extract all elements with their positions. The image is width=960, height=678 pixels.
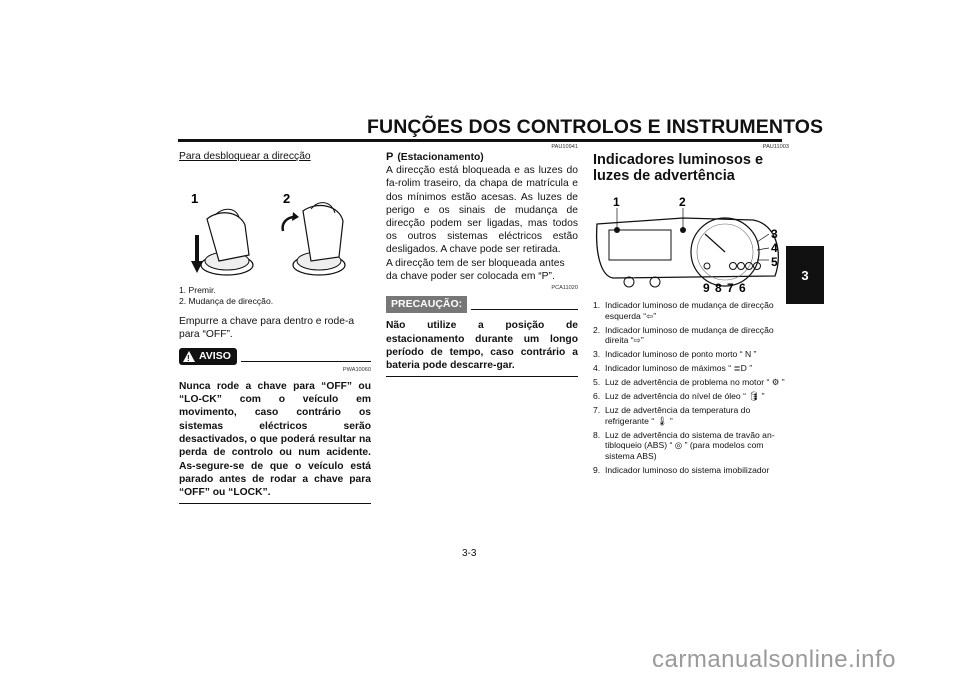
caution-end-rule (386, 376, 578, 377)
warning-header (179, 348, 371, 365)
warning-end-rule (179, 503, 371, 504)
legend-item: 7. Luz de advertência da temperatura do refrigerante “ 🌡 ” (593, 405, 751, 426)
warning-label: AVISO (199, 349, 231, 362)
legend-item: 9. Indicador luminoso do sistema imobilizador (593, 464, 770, 475)
legend-item: 1. Indicador luminoso de mudança de direcção esquerda “⇦” (593, 300, 774, 321)
legend-item: 2. Indicador luminoso de mudança de direcção direita “⇨” (593, 324, 774, 345)
parking-body-2: A direcção tem de ser bloqueada antes da chave poder ser colocada em “P”. (386, 257, 565, 282)
key-drawing (179, 169, 369, 281)
caution-header (386, 296, 578, 313)
key-illustration (179, 169, 369, 279)
page-number: 3-3 (462, 548, 477, 559)
section-heading-unlock: Para desbloquear a direcção (179, 151, 311, 162)
gauge-label-6: 6 (739, 281, 746, 294)
legend-item: 3. Indicador luminoso de ponto morto “ N ” (593, 349, 757, 359)
caution-rule (471, 309, 578, 310)
legend-item: 8. Luz de advertência do sistema de travão an-tibloqueio (ABS) “ ◎ ” (para modelos com sistema ABS) (593, 429, 775, 461)
section-heading-parking (386, 151, 578, 164)
gauge-label-2: 2 (679, 195, 686, 209)
gauge-label-7: 7 (727, 281, 734, 294)
caution-text: Não utilize a posição de estacionamento durante um longo período de tempo, caso contrário a bateria pode descarre-gar. (386, 320, 578, 372)
warning-badge (179, 348, 237, 365)
page-title: FUNÇÕES DOS CONTROLOS E INSTRUMENTOS (367, 116, 824, 138)
gauge-drawing (593, 194, 787, 294)
gauge-label-8: 8 (715, 281, 722, 294)
warning-triangle-icon (183, 351, 195, 362)
caution-code: PCA11020 (551, 285, 578, 292)
parking-body: A direcção está bloqueada e as luzes do fa-rolim traseiro, da chapa de matrícula e dos mínimos estão acesas. As luzes de perigo e os sinais de mudança de direcção podem ser ligadas, mas todos os outros sistemas eléctricos estão desligados. A chave pode ser retirada. (386, 165, 578, 256)
indicator-legend (593, 300, 789, 475)
gauge-label-1: 1 (613, 195, 620, 209)
warning-text: Nunca rode a chave para “OFF” ou “LO-CK” com o veículo em movimento, caso contrário os sistemas eléctricos serão desactivados, o que poderá resultar na perda de controlo ou num acidente. As-segure-se de que o veículo está parado antes de rodar a chave para “OFF” ou “LOCK”. (179, 380, 371, 499)
gauge-label-4: 4 (771, 241, 778, 255)
figure-legend-item-1: 1. Premir. (179, 285, 216, 296)
section-heading-indicators: Indicadores luminosos e luzes de advertência (593, 152, 764, 184)
gauge-label-3: 3 (771, 227, 778, 241)
chapter-tab: 3 (786, 246, 824, 304)
instrument-cluster-illustration (593, 194, 787, 292)
section-code-parking: PAU10941 (551, 144, 578, 150)
gauge-label-5: 5 (771, 255, 778, 269)
legend-item: 6. Luz de advertência do nível de óleo “ 🛢 ” (593, 391, 765, 401)
column-middle (386, 144, 578, 377)
header-rule (178, 139, 782, 142)
warning-rule (241, 361, 371, 362)
parking-icon: P (386, 151, 394, 163)
watermark: carmanualsonline.info (652, 646, 896, 673)
unlock-instruction: Empurre a chave para dentro e rode-a para “OFF”. (179, 316, 355, 341)
fig-label-1: 1 (191, 191, 199, 207)
parking-heading-text: (Estacionamento) (397, 152, 484, 163)
figure-legend-item-2: 2. Mudança de direcção. (179, 296, 274, 307)
section-code-indicators: PAU11003 (762, 144, 789, 150)
fig-label-2: 2 (283, 191, 291, 207)
column-right (593, 144, 789, 479)
legend-item: 4. Indicador luminoso de máximos “ ≣D ” (593, 363, 753, 373)
warning-code: PWA10060 (342, 366, 371, 373)
caution-badge: PRECAUÇÃO: (386, 296, 467, 313)
column-left (179, 150, 371, 504)
gauge-label-9: 9 (703, 281, 710, 294)
legend-item: 5. Luz de advertência de problema no motor “ ⚙ ” (593, 377, 785, 387)
